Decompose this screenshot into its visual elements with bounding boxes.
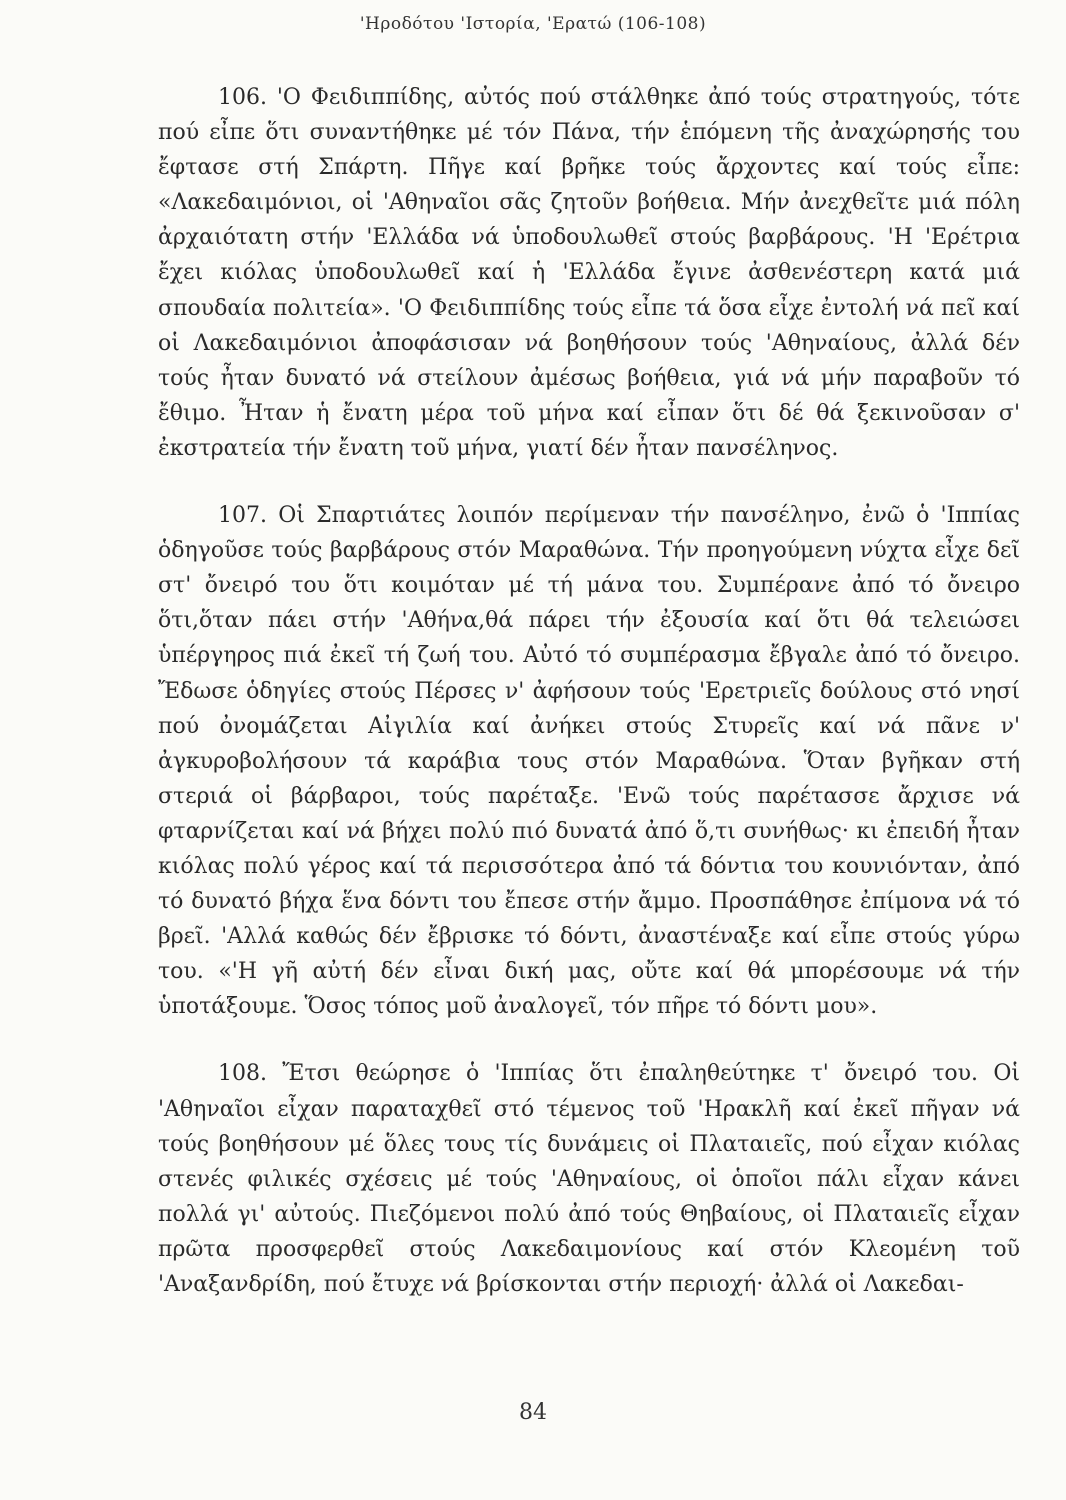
- paragraph-107: 107. Οἱ Σπαρτιάτες λοιπόν περίμεναν τήν πανσέληνο, ἐνῶ ὁ 'Ιππίας ὁδηγοῦσε τούς βαρβάρους στόν Μαραθώνα. Τήν προηγούμενη νύχτα εἶχε δεῖ στ' ὄνειρό του ὅτι κοιμόταν μέ τή μάνα του. Συμπέρανε ἀπό τό ὄνειρο ὅτι,ὅταν πάει στήν 'Αθήνα,θά πάρει τήν ἐξουσία καί ὅτι θά τελειώσει ὑπέργηρος πιά ἐκεῖ τή ζωή του. Αὐτό τό συμπέρασμα ἔβγαλε ἀπό τό ὄνειρο. Ἔδωσε ὁδηγίες στούς Πέρσες ν' ἀφήσουν τούς 'Ερετριεῖς δούλους στό νησί πού ὀνομάζεται Αἰγιλία καί ἀνήκει στούς Στυρεῖς καί νά πᾶνε ν' ἀγκυροβολήσουν τά καράβια τους στόν Μαραθώνα. Ὅταν βγῆκαν στή στεριά οἱ βάρβαροι, τούς παρέταξε. 'Ενῶ τούς παρέτασσε ἄρχισε νά φταρνίζεται καί νά βήχει πολύ πιό δυνατά ἀπό ὅ,τι συνήθως· κι ἐπειδή ἦταν κιόλας πολύ γέρος καί τά περισσότερα ἀπό τά δόντια του κουνιόνταν, ἀπό τό δυνατό βήχα ἕνα δόντι του ἔπεσε στήν ἄμμο. Προσπάθησε ἐπίμονα νά τό βρεῖ. 'Αλλά καθώς δέν ἔβρισκε τό δόντι, ἀναστέναξε καί εἶπε στούς γύρω του. «'Η γῆ αὐτή δέν εἶναι δική μας, οὔτε καί θά μπορέσουμε νά τήν ὑποτάξουμε. Ὅσος τόπος μοῦ ἀναλογεῖ, τόν πῆρε τό δόντι μου».: [158, 503, 1020, 1020]
- running-header: 'Ηροδότου 'Ιστορία, 'Ερατώ (106-108): [359, 14, 707, 34]
- paragraph-106: 106. 'Ο Φειδιππίδης, αὐτός πού στάλθηκε ἀπό τούς στρατηγούς, τότε πού εἶπε ὅτι συναντήθηκε μέ τόν Πάνα, τήν ἑπόμενη τῆς ἀναχώρησής του ἔφτασε στή Σπάρτη. Πῆγε καί βρῆκε τούς ἄρχοντες καί τούς εἶπε: «Λακεδαιμόνιοι, οἱ 'Αθηναῖοι σᾶς ζητοῦν βοήθεια. Μήν ἀνεχθεῖτε μιά πόλη ἀρχαιότατη στήν 'Ελλάδα νά ὑποδουλωθεῖ στούς βαρβάρους. 'Η 'Ερέτρια ἔχει κιόλας ὑποδουλωθεῖ καί ἡ 'Ελλάδα ἔγινε ἀσθενέστερη κατά μιά σπουδαία πολιτεία». 'Ο Φειδιππίδης τούς εἶπε τά ὅσα εἶχε ἐντολή νά πεῖ καί οἱ Λακεδαιμόνιοι ἀποφάσισαν νά βοηθήσουν τούς 'Αθηναίους, ἀλλά δέν τούς ἦταν δυνατό νά στείλουν ἀμέσως βοήθεια, γιά νά μήν παραβοῦν τό ἔθιμο. Ἦταν ἡ ἔνατη μέρα τοῦ μήνα καί εἶπαν ὅτι δέ θά ξεκινοῦσαν σ' ἐκστρατεία τήν ἔνατη τοῦ μήνα, γιατί δέν ἦταν πανσέληνος.: [158, 85, 1020, 461]
- body-text: [158, 80, 1020, 1302]
- page-number: 84: [519, 1400, 547, 1425]
- paragraph-108: 108. Ἔτσι θεώρησε ὁ 'Ιππίας ὅτι ἐπαληθεύτηκε τ' ὄνειρό του. Οἱ 'Αθηναῖοι εἶχαν παραταχθεῖ στό τέμενος τοῦ 'Ηρακλῆ καί ἐκεῖ πῆγαν νά τούς βοηθήσουν μέ ὅλες τους τίς δυνάμεις οἱ Πλαταιεῖς, πού εἶχαν κιόλας στενές φιλικές σχέσεις μέ τούς 'Αθηναίους, οἱ ὁποῖοι πάλι εἶχαν κάνει πολλά γι' αὐτούς. Πιεζόμενοι πολύ ἀπό τούς Θηβαίους, οἱ Πλαταιεῖς εἶχαν πρῶτα προσφερθεῖ στούς Λακεδαιμονίους καί στόν Κλεομένη τοῦ 'Αναξανδρίδη, πού ἔτυχε νά βρίσκονται στήν περιοχή· ἀλλά οἱ Λακεδαι-: [158, 1061, 1020, 1297]
